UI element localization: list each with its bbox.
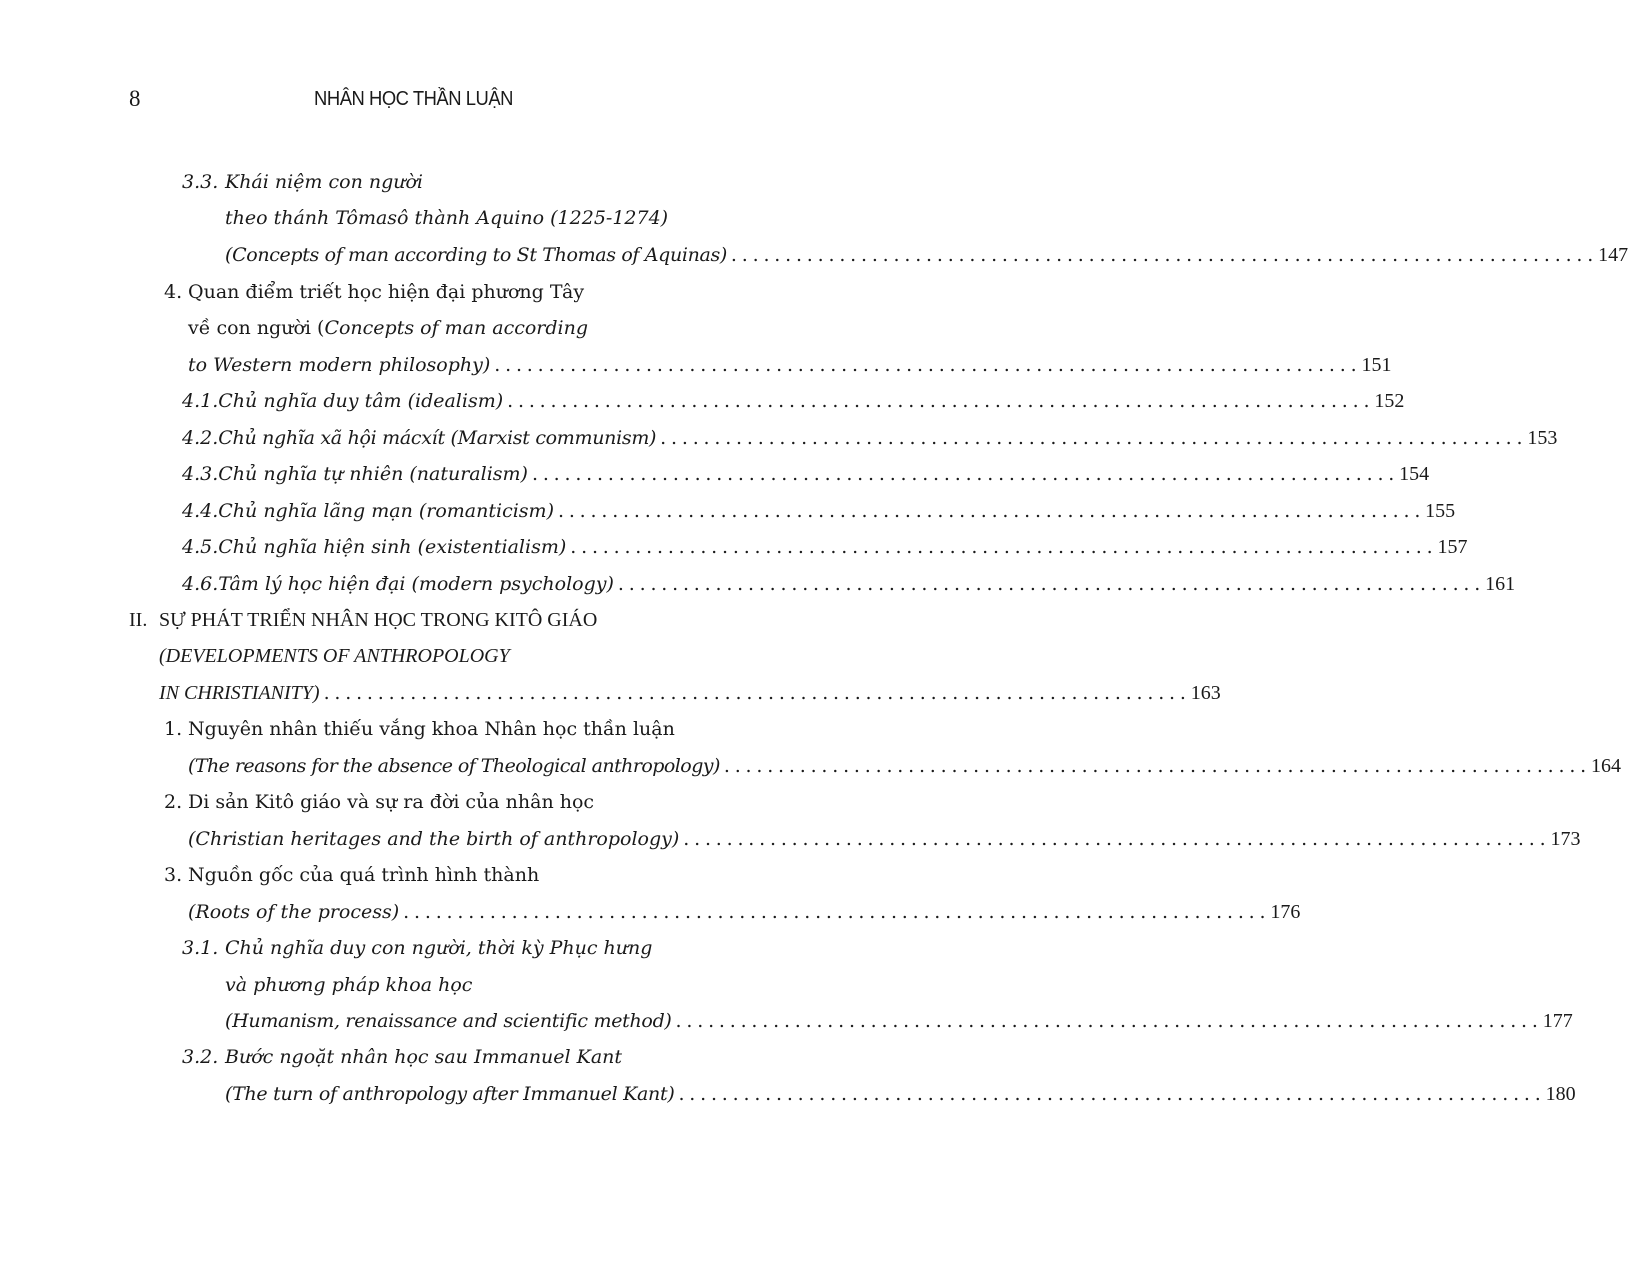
toc-number: 4.6. [182,573,219,595]
toc-entry-1-line2 [188,751,1622,781]
toc-entry-4-4 [182,496,1456,526]
dot-leader: ................................................................................ [507,390,1375,412]
dot-leader: ................................................................................ [323,682,1191,704]
toc-title: Chủ nghĩa xã hội mácxít (Marxist communism) [218,427,657,449]
toc-page-number: 147 [1598,244,1628,266]
toc-page-number: 151 [1361,354,1392,376]
dot-leader: ................................................................................ [494,354,1362,376]
toc-entry-4-5 [182,532,1468,562]
toc-entry-1-line1 [164,714,675,744]
toc-title: Di sản Kitô giáo và sự ra đời của nhân học [188,791,595,813]
dot-leader: ................................................................................ [723,755,1592,777]
toc-page-number: 176 [1270,901,1301,923]
dot-leader: ................................................................................ [617,573,1486,595]
toc-number: 4. [164,281,183,303]
toc-entry-3-line2 [188,897,1301,927]
toc-page-number: 152 [1374,390,1405,412]
dot-leader: ................................................................................ [660,427,1528,449]
toc-page-number: 164 [1591,755,1622,777]
toc-title: to Western modern philosophy) [188,354,491,376]
toc-entry-3-3-line2 [225,203,668,233]
toc-page-number: 161 [1485,573,1516,595]
dot-leader: ................................................................................ [730,244,1599,266]
toc-number: 2. [164,791,183,813]
dot-leader: ................................................................................ [403,901,1271,923]
toc-entry-3-1-line2 [225,970,472,1000]
running-header-title: NHÂN HỌC THẦN LUẬN [314,88,513,110]
toc-title: theo thánh Tômasô thành Aquino (1225-1274) [225,207,669,229]
toc-title: SỰ PHÁT TRIỂN NHÂN HỌC TRONG KITÔ GIÁO [159,609,598,631]
toc-number: 4.2. [182,427,219,449]
toc-number: 3.3. [182,171,219,193]
toc-number: 4.3. [182,463,219,485]
toc-number: 3. [164,864,183,886]
page-number: 8 [129,86,141,111]
dot-leader: ................................................................................ [531,463,1400,485]
toc-entry-3-line1 [164,860,539,890]
toc-title: (The reasons for the absence of Theological anthropology) [188,755,720,777]
toc-title: Quan điểm triết học hiện đại phương Tây [188,281,585,303]
toc-title: Tâm lý học hiện đại (modern psychology) [218,573,614,595]
toc-page-number: 163 [1190,682,1221,704]
toc-title: và phương pháp khoa học [225,974,473,996]
toc-title: (Humanism, renaissance and scientific method) [225,1010,672,1032]
dot-leader: ................................................................................ [570,536,1438,558]
toc-page-number: 153 [1527,427,1558,449]
toc-title: (Christian heritages and the birth of anthropology) [188,828,680,850]
toc-entry-3-2-line2 [225,1079,1576,1109]
toc-title: (Concepts of man according to St Thomas of Aquinas) [225,244,727,266]
dot-leader: ................................................................................ [558,500,1426,522]
toc-page-number: 154 [1399,463,1430,485]
toc-entry-4-6 [182,569,1516,599]
toc-number: 3.1. [182,937,219,959]
toc-entry-II-line3 [159,678,1221,708]
toc-page-number: 157 [1437,536,1468,558]
toc-page-number: 155 [1425,500,1456,522]
toc-title: về con người ( [188,317,325,339]
dot-leader: ................................................................................ [678,1083,1546,1105]
toc-page-number: 173 [1550,828,1581,850]
toc-entry-4-line2 [188,313,588,343]
toc-entry-3-2-line1 [182,1042,622,1072]
toc-entry-4-1 [182,386,1405,416]
toc-title: Nguyên nhân thiếu vắng khoa Nhân học thần luận [188,718,675,740]
toc-title: (The turn of anthropology after Immanuel Kant) [225,1083,675,1105]
toc-title: Chủ nghĩa hiện sinh (existentialism) [218,536,567,558]
toc-title: Bước ngoặt nhân học sau Immanuel Kant [225,1046,623,1068]
toc-entry-2-line2 [188,824,1581,854]
toc-title: (Roots of the process) [188,901,400,923]
toc-title: Chủ nghĩa tự nhiên (naturalism) [218,463,528,485]
toc-title: Khái niệm con người [225,171,423,193]
dot-leader: ................................................................................ [683,828,1551,850]
dot-leader: ................................................................................ [675,1010,1543,1032]
toc-entry-4-2 [182,423,1558,453]
toc-number: 4.4. [182,500,219,522]
toc-number: II. [129,609,148,631]
toc-title: Nguồn gốc của quá trình hình thành [188,864,540,886]
toc-entry-II-line2 [159,641,510,671]
toc-number: 4.5. [182,536,219,558]
toc-entry-4-line1 [164,277,584,307]
toc-title: Chủ nghĩa duy tâm (idealism) [218,390,504,412]
toc-title: IN CHRISTIANITY) [159,682,320,704]
toc-entry-4-3 [182,459,1430,489]
toc-entry-3-3-line1 [182,167,423,197]
toc-entry-3-1-line1 [182,933,652,963]
toc-entry-3-3-line3 [225,240,1628,270]
toc-title: Chủ nghĩa duy con người, thời kỳ Phục hưng [225,937,653,959]
toc-title-english: Concepts of man according [324,317,589,339]
toc-entry-4-line3 [188,350,1392,380]
toc-page-number: 180 [1545,1083,1576,1105]
toc-entry-2-line1 [164,787,594,817]
toc-entry-II-line1 [129,605,597,635]
toc-title: Chủ nghĩa lãng mạn (romanticism) [218,500,554,522]
toc-title: (DEVELOPMENTS OF ANTHROPOLOGY [159,645,510,667]
toc-number: 3.2. [182,1046,219,1068]
toc-number: 1. [164,718,183,740]
toc-entry-3-1-line3 [225,1006,1573,1036]
toc-number: 4.1. [182,390,219,412]
toc-page-number: 177 [1542,1010,1573,1032]
